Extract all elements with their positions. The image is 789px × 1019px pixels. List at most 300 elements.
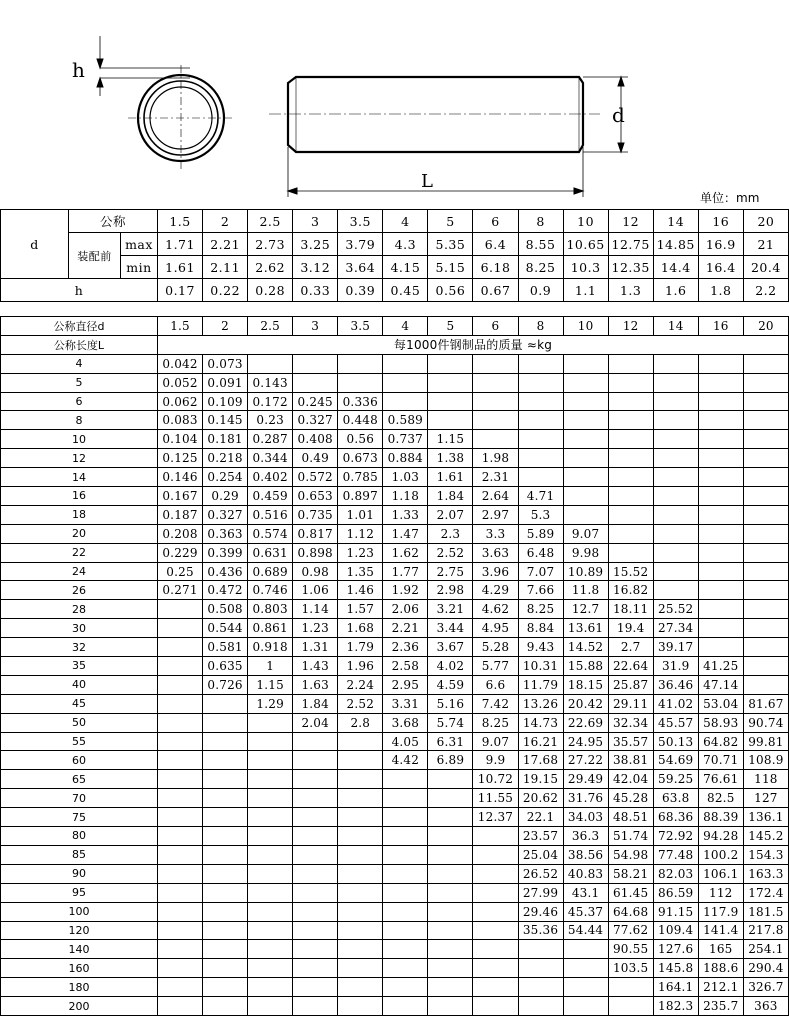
mass-value: 47.14 <box>698 675 743 694</box>
mass-value: 0.181 <box>203 430 248 449</box>
mass-value <box>563 392 608 411</box>
table-row <box>1 845 789 864</box>
mass-value: 20.42 <box>563 694 608 713</box>
mass-value: 5.89 <box>518 524 563 543</box>
mass-value <box>248 808 293 827</box>
mass-value: 2.52 <box>338 694 383 713</box>
length-value: 45 <box>1 694 158 713</box>
mass-value <box>248 978 293 997</box>
mass-value: 1.12 <box>338 524 383 543</box>
mass-value <box>158 940 203 959</box>
mass-value: 188.6 <box>698 959 743 978</box>
h-value: 0.9 <box>518 279 563 302</box>
mass-value: 9.98 <box>563 543 608 562</box>
mass-value <box>698 468 743 487</box>
h-value: 0.28 <box>248 279 293 302</box>
mass-value: 9.07 <box>563 524 608 543</box>
mass-value: 70.71 <box>698 751 743 770</box>
mass-value: 36.46 <box>653 675 698 694</box>
mass-value <box>383 373 428 392</box>
mass-value <box>248 845 293 864</box>
mass-value: 1.77 <box>383 562 428 581</box>
length-value: 12 <box>1 449 158 468</box>
mass-value: 0.125 <box>158 449 203 468</box>
d-max-value: 3.79 <box>338 233 383 256</box>
mass-value: 11.55 <box>473 789 518 808</box>
mass-value <box>203 921 248 940</box>
mass-value <box>698 411 743 430</box>
mass-value <box>743 524 788 543</box>
mass-value: 1.57 <box>338 600 383 619</box>
mass-value: 41.02 <box>653 694 698 713</box>
unit-label: 单位：mm <box>700 191 760 205</box>
mass-value: 0.408 <box>293 430 338 449</box>
mass-value <box>203 770 248 789</box>
mass-value <box>293 770 338 789</box>
mass-value: 0.091 <box>203 373 248 392</box>
mass-value <box>293 732 338 751</box>
mass-value: 38.81 <box>608 751 653 770</box>
mass-value: 17.68 <box>518 751 563 770</box>
mass-value <box>653 543 698 562</box>
mass-value <box>698 505 743 524</box>
length-value: 6 <box>1 392 158 411</box>
mass-value <box>203 827 248 846</box>
mass-value: 0.803 <box>248 600 293 619</box>
min-label: min <box>121 256 158 279</box>
mass-value <box>743 675 788 694</box>
mass-value: 182.3 <box>653 997 698 1016</box>
mass-value <box>428 959 473 978</box>
mass-value <box>428 808 473 827</box>
mass-value <box>743 581 788 600</box>
mass-value <box>608 430 653 449</box>
mass-value: 25.52 <box>653 600 698 619</box>
mass-value: 0.737 <box>383 430 428 449</box>
mass-value: 90.55 <box>608 940 653 959</box>
mass-value <box>608 487 653 506</box>
diameter-value: 5 <box>428 317 473 336</box>
mass-value: 4.29 <box>473 581 518 600</box>
mass-value <box>428 921 473 940</box>
mass-value <box>743 487 788 506</box>
length-value: 30 <box>1 619 158 638</box>
table-row <box>1 657 789 676</box>
mass-value: 5.77 <box>473 657 518 676</box>
mass-value <box>203 997 248 1016</box>
d-min-value: 5.15 <box>428 256 473 279</box>
mass-value <box>428 373 473 392</box>
mass-value: 31.76 <box>563 789 608 808</box>
mass-value: 1.15 <box>248 675 293 694</box>
d-max-value: 8.55 <box>518 233 563 256</box>
mass-value: 42.04 <box>608 770 653 789</box>
length-value: 18 <box>1 505 158 524</box>
mass-value <box>203 845 248 864</box>
mass-value: 40.83 <box>563 864 608 883</box>
nominal-value: 10 <box>563 210 608 233</box>
d-max-value: 14.85 <box>653 233 698 256</box>
length-value: 65 <box>1 770 158 789</box>
d-min-value: 2.11 <box>203 256 248 279</box>
mass-value <box>248 959 293 978</box>
table-row <box>1 411 789 430</box>
mass-value: 1.31 <box>293 638 338 657</box>
mass-value: 4.02 <box>428 657 473 676</box>
mass-value <box>158 789 203 808</box>
mass-value <box>518 468 563 487</box>
mass-value <box>383 392 428 411</box>
mass-value: 0.25 <box>158 562 203 581</box>
mass-value <box>473 845 518 864</box>
mass-value <box>158 694 203 713</box>
mass-value <box>428 845 473 864</box>
mass-value: 63.8 <box>653 789 698 808</box>
mass-value <box>473 411 518 430</box>
mass-value <box>293 978 338 997</box>
table-row <box>1 940 789 959</box>
diameter-value: 1.5 <box>158 317 203 336</box>
mass-value <box>338 373 383 392</box>
mass-value <box>338 845 383 864</box>
mass-value <box>248 921 293 940</box>
mass-value <box>743 657 788 676</box>
mass-value: 165 <box>698 940 743 959</box>
mass-value <box>743 373 788 392</box>
mass-value: 12.7 <box>563 600 608 619</box>
mass-value: 1.14 <box>293 600 338 619</box>
table-row <box>1 430 789 449</box>
length-value: 140 <box>1 940 158 959</box>
mass-value: 29.49 <box>563 770 608 789</box>
mass-value: 6.48 <box>518 543 563 562</box>
mass-value <box>203 864 248 883</box>
mass-value <box>383 808 428 827</box>
mass-value <box>158 978 203 997</box>
diameter-value: 10 <box>563 317 608 336</box>
length-value: 22 <box>1 543 158 562</box>
mass-value <box>653 373 698 392</box>
mass-value <box>338 770 383 789</box>
mass-value <box>338 354 383 373</box>
table-row <box>1 449 789 468</box>
mass-value <box>608 354 653 373</box>
mass-value: 3.96 <box>473 562 518 581</box>
mass-value: 0.073 <box>203 354 248 373</box>
length-value: 180 <box>1 978 158 997</box>
mass-value <box>338 959 383 978</box>
mass-value: 0.146 <box>158 468 203 487</box>
mass-value <box>743 638 788 657</box>
mass-value: 59.25 <box>653 770 698 789</box>
mass-value <box>428 902 473 921</box>
nominal-value: 4 <box>383 210 428 233</box>
length-value: 5 <box>1 373 158 392</box>
length-value: 160 <box>1 959 158 978</box>
mass-value: 23.57 <box>518 827 563 846</box>
mass-value: 1.01 <box>338 505 383 524</box>
mass-value: 103.5 <box>608 959 653 978</box>
mass-value: 2.8 <box>338 713 383 732</box>
mass-value: 0.631 <box>248 543 293 562</box>
mass-value: 43.1 <box>563 883 608 902</box>
mass-value <box>338 789 383 808</box>
d-min-value: 8.25 <box>518 256 563 279</box>
length-value: 75 <box>1 808 158 827</box>
mass-value: 25.04 <box>518 845 563 864</box>
mass-value: 108.9 <box>743 751 788 770</box>
mass-value: 9.43 <box>518 638 563 657</box>
d-min-value: 20.4 <box>743 256 788 279</box>
mass-value: 212.1 <box>698 978 743 997</box>
d-min-value: 10.3 <box>563 256 608 279</box>
mass-value <box>563 373 608 392</box>
mass-value: 112 <box>698 883 743 902</box>
mass-value <box>428 864 473 883</box>
mass-value: 16.21 <box>518 732 563 751</box>
mass-value: 99.81 <box>743 732 788 751</box>
table-row <box>1 808 789 827</box>
mass-value: 0.448 <box>338 411 383 430</box>
mass-value: 8.25 <box>518 600 563 619</box>
h-value: 0.45 <box>383 279 428 302</box>
mass-value: 2.58 <box>383 657 428 676</box>
mass-value <box>248 827 293 846</box>
mass-value: 1.62 <box>383 543 428 562</box>
mass-value: 18.11 <box>608 600 653 619</box>
mass-value: 16.82 <box>608 581 653 600</box>
mass-value <box>248 713 293 732</box>
mass-value: 0.336 <box>338 392 383 411</box>
mass-value <box>248 864 293 883</box>
d-min-value: 12.35 <box>608 256 653 279</box>
mass-value: 68.36 <box>653 808 698 827</box>
mass-value <box>293 997 338 1016</box>
mass-value: 45.28 <box>608 789 653 808</box>
mass-value: 0.472 <box>203 581 248 600</box>
mass-value: 15.88 <box>563 657 608 676</box>
mass-value: 0.399 <box>203 543 248 562</box>
mass-value: 1.84 <box>293 694 338 713</box>
mass-value: 27.34 <box>653 619 698 638</box>
mass-value <box>698 449 743 468</box>
nominal-value: 3 <box>293 210 338 233</box>
mass-value: 0.208 <box>158 524 203 543</box>
mass-value: 7.07 <box>518 562 563 581</box>
mass-value: 29.11 <box>608 694 653 713</box>
mass-value <box>698 354 743 373</box>
mass-value: 2.3 <box>428 524 473 543</box>
mass-value: 35.36 <box>518 921 563 940</box>
mass-value <box>428 978 473 997</box>
mass-value: 141.4 <box>698 921 743 940</box>
mass-value: 1.92 <box>383 581 428 600</box>
nominal-label: 公称 <box>69 210 158 233</box>
nominal-value: 2.5 <box>248 210 293 233</box>
mass-value <box>608 543 653 562</box>
mass-value <box>653 524 698 543</box>
mass-value: 217.8 <box>743 921 788 940</box>
mass-value: 0.344 <box>248 449 293 468</box>
mass-value: 77.62 <box>608 921 653 940</box>
mass-value <box>203 789 248 808</box>
mass-value <box>743 468 788 487</box>
mass-value: 0.042 <box>158 354 203 373</box>
mass-table <box>0 316 789 1016</box>
mass-value <box>743 505 788 524</box>
h-dimension-label: h <box>72 58 85 82</box>
mass-value: 1.63 <box>293 675 338 694</box>
mass-value: 0.327 <box>293 411 338 430</box>
mass-value <box>608 411 653 430</box>
d-min-value: 3.12 <box>293 256 338 279</box>
table-row <box>1 902 789 921</box>
mass-value: 1.03 <box>383 468 428 487</box>
mass-value <box>563 940 608 959</box>
mass-value <box>518 392 563 411</box>
length-value: 32 <box>1 638 158 657</box>
mass-value <box>248 940 293 959</box>
mass-value <box>158 959 203 978</box>
mass-value: 25.87 <box>608 675 653 694</box>
table-row <box>1 468 789 487</box>
mass-value <box>743 562 788 581</box>
mass-value <box>743 392 788 411</box>
mass-value: 0.544 <box>203 619 248 638</box>
mass-value: 0.884 <box>383 449 428 468</box>
mass-value: 76.61 <box>698 770 743 789</box>
mass-value: 154.3 <box>743 845 788 864</box>
mass-value: 290.4 <box>743 959 788 978</box>
mass-value: 1.23 <box>338 543 383 562</box>
mass-value <box>653 449 698 468</box>
mass-value: 19.4 <box>608 619 653 638</box>
mass-value <box>473 978 518 997</box>
mass-value: 0.083 <box>158 411 203 430</box>
mass-value: 2.04 <box>293 713 338 732</box>
mass-value: 0.861 <box>248 619 293 638</box>
mass-value: 1.29 <box>248 694 293 713</box>
mass-value: 88.39 <box>698 808 743 827</box>
mass-value <box>158 770 203 789</box>
mass-value: 2.52 <box>428 543 473 562</box>
mass-value <box>698 581 743 600</box>
mass-value <box>473 864 518 883</box>
mass-value: 4.71 <box>518 487 563 506</box>
mass-value <box>473 959 518 978</box>
length-value: 24 <box>1 562 158 581</box>
mass-value: 41.25 <box>698 657 743 676</box>
mass-value <box>203 751 248 770</box>
diameter-value: 3 <box>293 317 338 336</box>
mass-value <box>428 883 473 902</box>
mass-value: 5.16 <box>428 694 473 713</box>
d-max-value: 16.9 <box>698 233 743 256</box>
mass-value <box>428 827 473 846</box>
d-max-value: 12.75 <box>608 233 653 256</box>
table-row <box>1 713 789 732</box>
mass-value: 1.79 <box>338 638 383 657</box>
mass-value: 5.28 <box>473 638 518 657</box>
mass-value <box>608 505 653 524</box>
mass-value: 145.8 <box>653 959 698 978</box>
mass-value <box>653 411 698 430</box>
mass-value <box>203 940 248 959</box>
mass-value <box>608 449 653 468</box>
mass-value <box>383 845 428 864</box>
mass-value <box>383 959 428 978</box>
h-value: 2.2 <box>743 279 788 302</box>
h-value: 1.3 <box>608 279 653 302</box>
mass-value: 22.69 <box>563 713 608 732</box>
mass-value: 13.61 <box>563 619 608 638</box>
mass-value <box>653 505 698 524</box>
mass-value: 0.746 <box>248 581 293 600</box>
mass-value <box>743 354 788 373</box>
mass-value: 14.73 <box>518 713 563 732</box>
mass-value <box>338 827 383 846</box>
mass-value <box>473 902 518 921</box>
mass-value <box>158 827 203 846</box>
mass-value <box>698 543 743 562</box>
pin-drawing <box>0 0 789 209</box>
mass-value: 3.31 <box>383 694 428 713</box>
h-row-label: h <box>1 279 158 302</box>
mass-value <box>158 751 203 770</box>
mass-value <box>293 789 338 808</box>
mass-value: 0.143 <box>248 373 293 392</box>
table-row <box>1 543 789 562</box>
mass-value: 58.21 <box>608 864 653 883</box>
mass-value: 10.31 <box>518 657 563 676</box>
mass-value: 11.8 <box>563 581 608 600</box>
mass-value: 77.48 <box>653 845 698 864</box>
mass-value: 1.23 <box>293 619 338 638</box>
mass-value <box>158 864 203 883</box>
mass-value: 0.673 <box>338 449 383 468</box>
table-row <box>1 392 789 411</box>
mass-value <box>383 827 428 846</box>
nominal-value: 2 <box>203 210 248 233</box>
mass-value: 136.1 <box>743 808 788 827</box>
table-row <box>1 675 789 694</box>
mass-value <box>248 997 293 1016</box>
mass-value <box>203 902 248 921</box>
mass-value <box>158 619 203 638</box>
mass-value <box>338 902 383 921</box>
mass-value: 363 <box>743 997 788 1016</box>
mass-value <box>428 940 473 959</box>
mass-value <box>383 354 428 373</box>
mass-value <box>383 978 428 997</box>
length-value: 80 <box>1 827 158 846</box>
mass-value: 0.271 <box>158 581 203 600</box>
length-label: 公称长度L <box>1 335 158 354</box>
mass-value <box>203 959 248 978</box>
mass-value: 181.5 <box>743 902 788 921</box>
mass-value <box>743 543 788 562</box>
h-row <box>1 279 789 302</box>
mass-value: 3.44 <box>428 619 473 638</box>
mass-value: 31.9 <box>653 657 698 676</box>
mass-value: 86.59 <box>653 883 698 902</box>
mass-value <box>158 713 203 732</box>
mass-value <box>518 411 563 430</box>
mass-value: 8.25 <box>473 713 518 732</box>
length-value: 8 <box>1 411 158 430</box>
nominal-value: 14 <box>653 210 698 233</box>
mass-value <box>518 430 563 449</box>
